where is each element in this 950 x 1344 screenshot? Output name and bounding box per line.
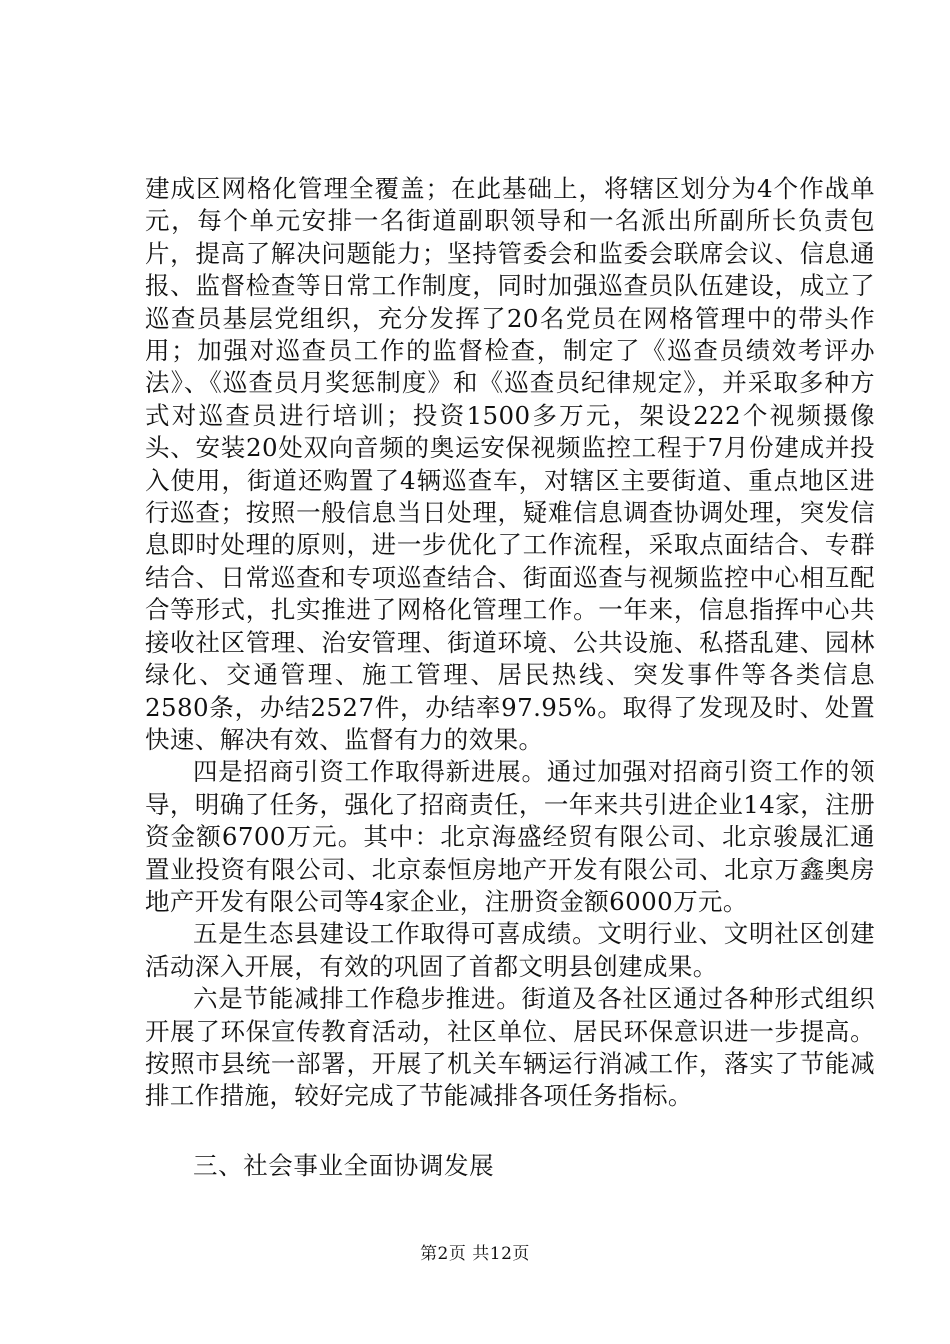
- document-body: [145, 173, 875, 1113]
- page-footer: 第2页 共12页: [420, 1244, 530, 1264]
- section-heading: 三、社会事业全面协调发展: [193, 1151, 495, 1180]
- paragraph-grid-management: 建成区网格化管理全覆盖；在此基础上，将辖区划分为4个作战单元，每个单元安排一名街道副职领导和一名派出所副所长负责包片，提高了解决问题能力；坚持管委会和监委会联席会议、信息通报、监督检查等日常工作制度，同时加强巡查员队伍建设，成立了巡查员基层党组织，充分发挥了20名党员在网格管理中的带头作用；加强对巡查员工作的监督检查，制定了《巡查员绩效考评办法》、《巡查员月奖惩制度》和《巡查员纪律规定》，并采取多种方式对巡查员进行培训；投资1500多万元，架设222个视频摄像头、安装20处双向音频的奥运安保视频监控工程于7月份建成并投入使用，街道还购置了4辆巡查车，对辖区主要街道、重点地区进行巡查；按照一般信息当日处理，疑难信息调查协调处理，突发信息即时处理的原则，进一步优化了工作流程，采取点面结合、专群结合、日常巡查和专项巡查结合、街面巡查与视频监控中心相互配合等形式，扎实推进了网格化管理工作。一年来，信息指挥中心共接收社区管理、治安管理、街道环境、公共设施、私搭乱建、园林绿化、交通管理、施工管理、居民热线、突发事件等各类信息2580条，办结2527件，办结率97.95%。取得了发现及时、处置快速、解决有效、监督有力的效果。: [145, 174, 875, 754]
- paragraph-investment-promotion: 四是招商引资工作取得新进展。通过加强对招商引资工作的领导，明确了任务，强化了招商责任，一年来共引进企业14家，注册资金额6700万元。其中：北京海盛经贸有限公司、北京骏晟汇通置业投资有限公司、北京泰恒房地产开发有限公司、北京万鑫奥房地产开发有限公司等4家企业，注册资金额6000万元。: [145, 757, 875, 916]
- paragraph-ecological-county: 五是生态县建设工作取得可喜成绩。文明行业、文明社区创建活动深入开展，有效的巩固了首都文明县创建成果。: [145, 919, 875, 981]
- paragraph-energy-saving: 六是节能减排工作稳步推进。街道及各社区通过各种形式组织开展了环保宣传教育活动，社区单位、居民环保意识进一步提高。按照市县统一部署，开展了机关车辆运行消减工作，落实了节能减排工作措施，较好完成了节能减排各项任务指标。: [145, 984, 875, 1111]
